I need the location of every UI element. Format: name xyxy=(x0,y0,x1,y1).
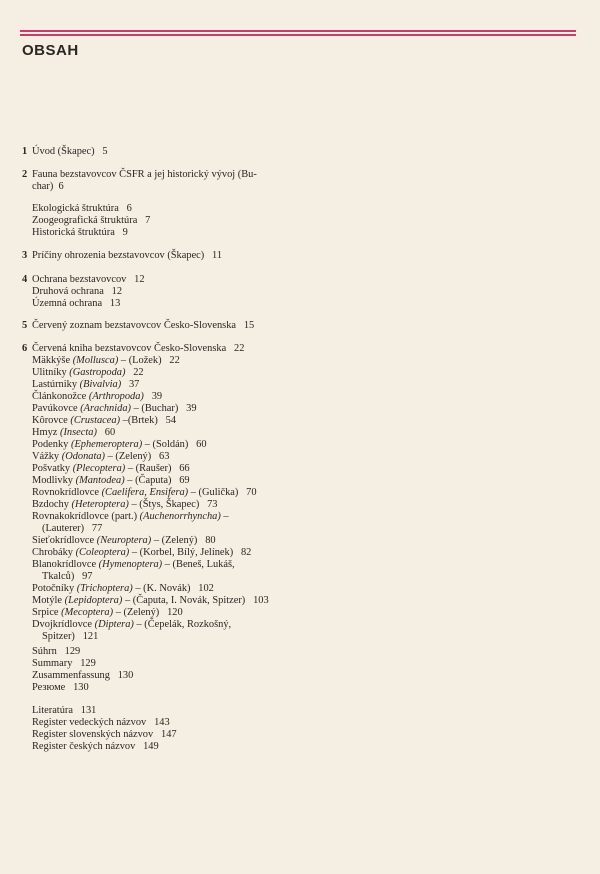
page-number: 129 xyxy=(80,658,96,669)
toc-reference-title: Register vedeckých názvov 143 xyxy=(32,717,170,728)
entry-title: Spitzer) 121 xyxy=(42,631,99,642)
page-number: 103 xyxy=(253,595,269,606)
toc-reference-title: Literatúra 131 xyxy=(32,705,97,716)
toc-summary-title: Zusammenfassung 130 xyxy=(32,670,134,681)
page-number: 54 xyxy=(165,415,177,426)
page-number: 73 xyxy=(207,499,218,510)
entry-title: Motýle (Lepidoptera) – (Čaputa, I. Novák, Spitzer) 103 xyxy=(32,595,269,606)
entry-title: Potočníky (Trichoptera) – (K. Novák) 102 xyxy=(32,583,214,594)
section-number: 6 xyxy=(22,343,28,354)
page-number: 102 xyxy=(198,583,214,594)
page-number: 69 xyxy=(179,475,190,486)
page-number: 130 xyxy=(117,670,134,681)
entry-title: Pavúkovce (Arachnida) – (Buchar) 39 xyxy=(32,403,197,414)
page-number: 121 xyxy=(82,631,99,642)
toc-summary-title: Súhrn 129 xyxy=(32,646,81,657)
entry-title: Podenky (Ephemeroptera) – (Soldán) 60 xyxy=(32,439,207,450)
entry-title: Lastúrniky (Bivalvia) 37 xyxy=(32,379,140,390)
page-number: 66 xyxy=(179,463,190,474)
toc-summary-title: Summary 129 xyxy=(32,658,96,669)
entry-title: Mäkkýše (Mollusca) – (Ložek) 22 xyxy=(32,355,180,366)
entry-title: Rovnakokrídlovce (part.) (Auchenorrhyncha) – xyxy=(32,511,229,522)
page-number: 143 xyxy=(154,717,170,728)
entry-title: Tkalců) 97 xyxy=(42,571,93,582)
page-number: 77 xyxy=(91,523,103,534)
page-number: 9 xyxy=(122,227,128,238)
page-number: 130 xyxy=(73,682,89,693)
entry-title: Rovnokrídlovce (Caelifera, Ensifera) – (Gulička) 70 xyxy=(32,487,257,498)
toc-subsection-title: Historická štruktúra 9 xyxy=(32,227,128,238)
page-number: 63 xyxy=(159,451,170,462)
section-title: Úvod (Škapec) 5 xyxy=(32,146,108,157)
section-title: Fauna bezstavovcov ČSFR a jej historický vývoj (Bu- xyxy=(32,169,257,180)
entry-title: Kôrovce (Crustacea) –(Brtek) 54 xyxy=(32,415,177,426)
page-number: 60 xyxy=(104,427,116,438)
page-number: 12 xyxy=(111,286,123,297)
entry-title: Sieťokrídlovce (Neuroptera) – (Zelený) 80 xyxy=(32,535,216,546)
page-title: OBSAH xyxy=(22,42,79,59)
entry-title: Pošvatky (Plecoptera) – (Raušer) 66 xyxy=(32,463,190,474)
section-number: 2 xyxy=(22,169,28,180)
toc-summary-title: Резюме 130 xyxy=(32,682,89,693)
toc-subsection-title: Druhová ochrana 12 xyxy=(32,286,123,297)
page-number: 147 xyxy=(161,729,177,740)
entry-title: Chrobáky (Coleoptera) – (Korbel, Bílý, Jelínek) 82 xyxy=(32,547,252,558)
entry-title: Ulitníky (Gastropoda) 22 xyxy=(32,367,144,378)
entry-title: (Lauterer) 77 xyxy=(42,523,103,534)
page-number: 37 xyxy=(128,379,140,390)
page-number: 60 xyxy=(196,439,207,450)
page-number: 70 xyxy=(246,487,257,498)
top-rule-lower xyxy=(20,34,576,36)
section-number: 4 xyxy=(22,274,28,285)
toc-reference-title: Register českých názvov 149 xyxy=(32,741,159,752)
entry-title: Blanokrídlovce (Hymenoptera) – (Beneš, Lukáš, xyxy=(32,559,235,570)
page-number: 131 xyxy=(80,705,97,716)
page-number: 6 xyxy=(126,203,132,214)
page-number: 22 xyxy=(133,367,144,378)
page-number: 7 xyxy=(145,215,151,226)
toc-subsection-title: Ekologická štruktúra 6 xyxy=(32,203,132,214)
page-number: 80 xyxy=(205,535,216,546)
page-number: 22 xyxy=(169,355,180,366)
toc-reference-title: Register slovenských názvov 147 xyxy=(32,729,177,740)
entry-title: Srpice (Mecoptera) – (Zelený) 120 xyxy=(32,607,183,618)
page-number: 82 xyxy=(240,547,252,558)
entry-title: Modlivky (Mantodea) – (Čaputa) 69 xyxy=(32,475,190,486)
entry-title: Vážky (Odonata) – (Zelený) 63 xyxy=(32,451,170,462)
toc-subsection-title: Územná ochrana 13 xyxy=(32,298,121,309)
section-number: 3 xyxy=(22,250,28,261)
page-number: 149 xyxy=(143,741,159,752)
page-number: 120 xyxy=(167,607,183,618)
entry-title: Hmyz (Insecta) 60 xyxy=(32,427,116,438)
top-rule-upper xyxy=(20,30,576,32)
page-number: 39 xyxy=(151,391,163,402)
section-number: 5 xyxy=(22,320,28,331)
page-number: 13 xyxy=(109,298,121,309)
entry-title: Článkonožce (Arthropoda) 39 xyxy=(32,391,163,402)
page-number: 97 xyxy=(82,571,93,582)
section-number: 1 xyxy=(22,146,28,157)
page-number: 39 xyxy=(186,403,197,414)
page-number: 129 xyxy=(64,646,81,657)
entry-title: Bzdochy (Heteroptera) – (Štys, Škapec) 73 xyxy=(32,499,218,510)
toc-subsection-title: Zoogeografická štruktúra 7 xyxy=(32,215,151,226)
entry-title: Dvojkrídlovce (Diptera) – (Čepelák, Rozkošný, xyxy=(32,619,232,630)
